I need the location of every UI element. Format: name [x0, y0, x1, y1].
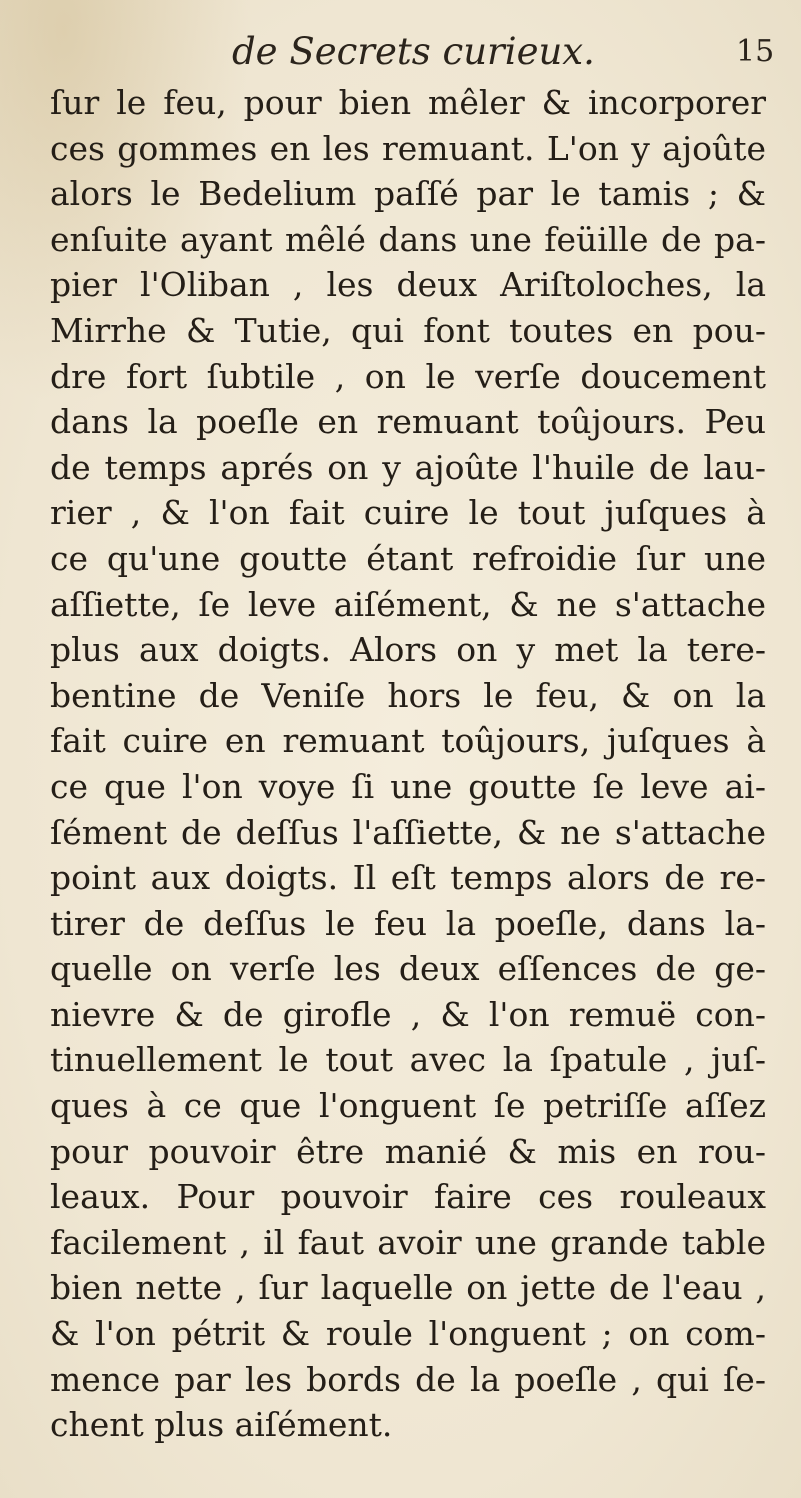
text-line: bien nette , ſur laquelle on jette de l'eau , — [50, 1268, 766, 1308]
text-line: rier , & l'on fait cuire le tout juſques à — [50, 493, 766, 533]
text-line: ſément de deſſus l'aſſiette, & ne s'attache — [50, 812, 766, 852]
text-line: plus aux doigts. Alors on y met la tere- — [50, 630, 766, 670]
text-line: ces gommes en les remuant. L'on y ajoûte — [50, 128, 766, 168]
text-line: enſuite ayant mêlé dans une feüille de pa- — [50, 219, 766, 259]
text-line: alors le Bedelium paſſé par le tamis ; & — [50, 174, 766, 214]
text-line: tinuellement le tout avec la ſpatule , juſ- — [50, 1040, 766, 1080]
text-line: fait cuire en remuant toûjours, juſques à — [50, 721, 766, 761]
text-line: leaux. Pour pouvoir faire ces rouleaux — [50, 1177, 766, 1217]
text-line: dans la poeſle en remuant toûjours. Peu — [50, 402, 766, 442]
page-header — [0, 30, 801, 78]
page-number: 15 — [736, 34, 775, 69]
text-line: aſſiette, ſe leve aiſément, & ne s'attache — [50, 584, 766, 624]
text-line: pier l'Oliban , les deux Ariſtoloches, la — [50, 265, 766, 305]
text-line: de temps aprés on y ajoûte l'huile de lau- — [50, 447, 766, 487]
text-line: facilement , il faut avoir une grande table — [50, 1222, 766, 1262]
text-line: ce que l'on voye ſi une goutte ſe leve ai- — [50, 766, 766, 806]
text-line: mence par les bords de la poeſle , qui ſe- — [50, 1359, 766, 1399]
body-text — [50, 80, 766, 1448]
text-line: point aux doigts. Il eſt temps alors de re- — [50, 858, 766, 898]
text-line: bentine de Veniſe hors le feu, & on la — [50, 675, 766, 715]
text-line: quelle on verſe les deux eſſences de ge- — [50, 949, 766, 989]
text-line: Mirrhe & Tutie, qui font toutes en pou- — [50, 310, 766, 350]
text-line: chent plus aiſément. — [50, 1405, 393, 1445]
text-line: ques à ce que l'onguent ſe petriſſe aſſez — [50, 1086, 766, 1126]
text-line: tirer de deſſus le feu la poeſle, dans la- — [50, 903, 766, 943]
text-line: dre fort ſubtile , on le verſe doucement — [50, 356, 766, 396]
text-line: & l'on pétrit & roule l'onguent ; on com- — [50, 1314, 766, 1354]
text-line: ſur le feu, pour bien mêler & incorporer — [50, 83, 766, 122]
running-title: de Secrets curieux. — [232, 30, 595, 73]
text-line: pour pouvoir être manié & mis en rou- — [50, 1131, 766, 1171]
text-line: nievre & de girofle , & l'on remuë con- — [50, 994, 766, 1034]
text-line: ce qu'une goutte étant refroidie ſur une — [50, 538, 766, 578]
